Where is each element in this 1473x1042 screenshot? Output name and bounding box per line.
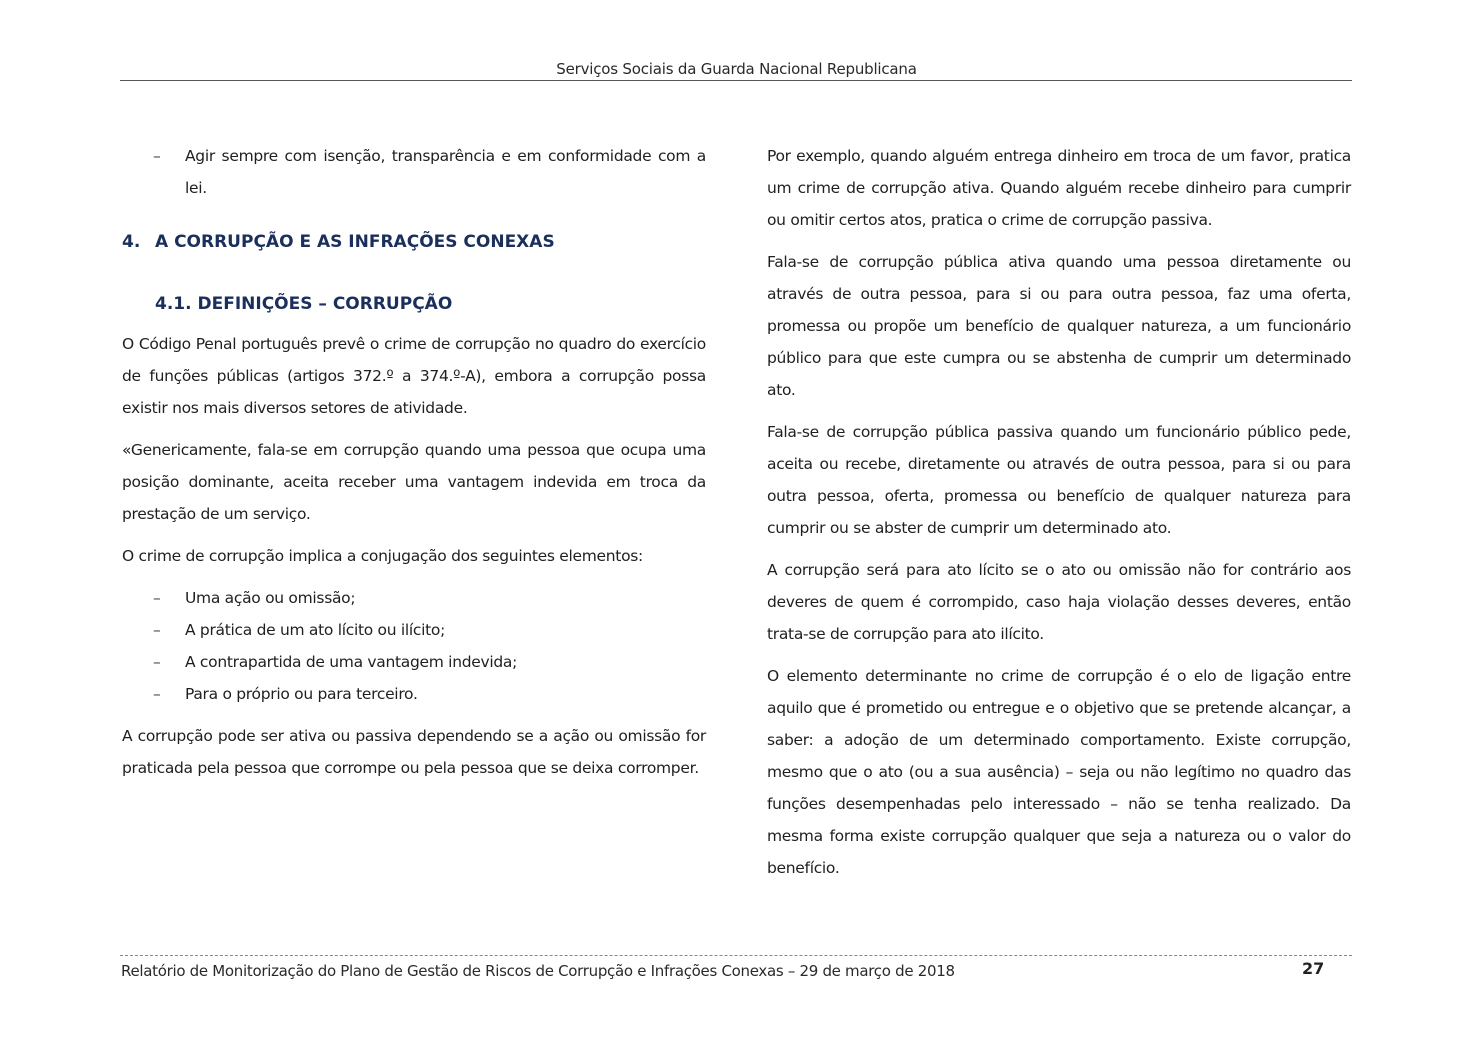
footer-text: Relatório de Monitorização do Plano de Gestão de Riscos de Corrupção e Infrações Conexas – 29 de março de 2018 bbox=[121, 962, 955, 980]
list-item bbox=[122, 646, 706, 678]
list-item bbox=[122, 614, 706, 646]
paragraph: «Genericamente, fala-se em corrupção quando uma pessoa que ocupa uma posição dominante, aceita receber uma vantagem indevida em troca da prestação de um serviço. bbox=[122, 441, 706, 523]
paragraph: Por exemplo, quando alguém entrega dinheiro em troca de um favor, pratica um crime de corrupção ativa. Quando alguém recebe dinheiro para cumprir ou omitir certos atos, pratica o crime de corrupção passiva. bbox=[767, 147, 1351, 229]
right-column bbox=[767, 140, 1351, 894]
dash-bullet: – bbox=[153, 685, 161, 703]
dash-bullet: – bbox=[153, 653, 161, 671]
section-title: A CORRUPÇÃO E AS INFRAÇÕES CONEXAS bbox=[155, 232, 555, 252]
paragraph: A corrupção será para ato lícito se o ato ou omissão não for contrário aos deveres de quem é corrompido, caso haja violação desses deveres, então trata-se de corrupção para ato ilícito. bbox=[767, 561, 1351, 643]
paragraph: A corrupção pode ser ativa ou passiva dependendo se a ação ou omissão for praticada pela pessoa que corrompe ou pela pessoa que se deixa corromper. bbox=[122, 727, 706, 777]
page-number: 27 bbox=[1302, 959, 1325, 978]
header-divider bbox=[120, 80, 1352, 81]
left-column bbox=[122, 140, 706, 794]
bullet-text: Uma ação ou omissão; bbox=[185, 589, 356, 607]
footer-divider bbox=[120, 955, 1352, 956]
list-item bbox=[122, 582, 706, 614]
dash-bullet: – bbox=[153, 621, 161, 639]
bullet-text: Para o próprio ou para terceiro. bbox=[185, 685, 418, 703]
paragraph: O elemento determinante no crime de corrupção é o elo de ligação entre aquilo que é prometido ou entregue e o objetivo que se pretende alcançar, a saber: a adoção de um determinado comportamento. Existe corrupção, mesmo que o ato (ou a sua ausência) – seja ou não legítimo no quadro das funções desempenhadas pelo interessado – não se tenha realizado. Da mesma forma existe corrupção qualquer que seja a natureza ou o valor do benefício. bbox=[767, 667, 1351, 877]
paragraph: Fala-se de corrupção pública ativa quando uma pessoa diretamente ou através de outra pessoa, para si ou para outra pessoa, faz uma oferta, promessa ou propõe um benefício de qualquer natureza, a um funcionário público para que este cumpra ou se abstenha de cumprir um determinado ato. bbox=[767, 253, 1351, 399]
bullet-text: Agir sempre com isenção, transparência e em conformidade com a lei. bbox=[185, 147, 706, 197]
top-bullet-list bbox=[122, 140, 706, 204]
dash-bullet: – bbox=[153, 589, 161, 607]
section-heading bbox=[122, 226, 706, 258]
list-item bbox=[122, 140, 706, 204]
subsection-heading: 4.1. DEFINIÇÕES – CORRUPÇÃO bbox=[155, 294, 453, 314]
paragraph: O crime de corrupção implica a conjugação dos seguintes elementos: bbox=[122, 547, 643, 565]
paragraph: Fala-se de corrupção pública passiva quando um funcionário público pede, aceita ou recebe, diretamente ou através de outra pessoa, para si ou para outra pessoa, oferta, promessa ou benefício de qualquer natureza para cumprir ou se abster de cumprir um determinado ato. bbox=[767, 423, 1351, 537]
dash-bullet: – bbox=[153, 147, 161, 165]
elements-list bbox=[122, 582, 706, 710]
section-number: 4. bbox=[122, 232, 141, 252]
list-item bbox=[122, 678, 706, 710]
header-title: Serviços Sociais da Guarda Nacional Republicana bbox=[556, 60, 917, 78]
bullet-text: A contrapartida de uma vantagem indevida; bbox=[185, 653, 518, 671]
bullet-text: A prática de um ato lícito ou ilícito; bbox=[185, 621, 446, 639]
paragraph: O Código Penal português prevê o crime de corrupção no quadro do exercício de funções públicas (artigos 372.º a 374.º-A), embora a corrupção possa existir nos mais diversos setores de atividade. bbox=[122, 335, 706, 417]
